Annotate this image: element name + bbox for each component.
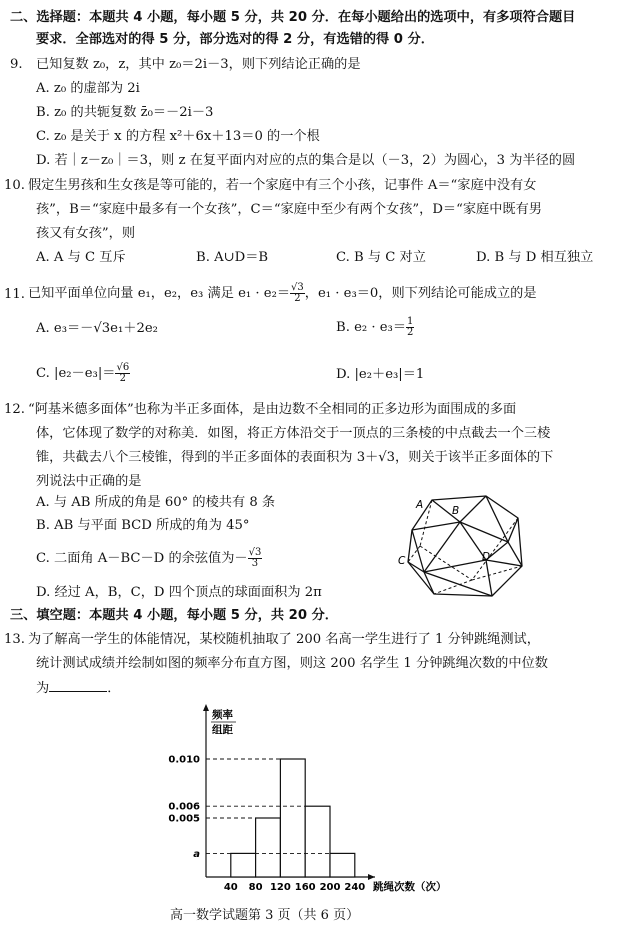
- figure-label-d: D: [482, 551, 491, 563]
- figure-label-a: A: [416, 499, 424, 511]
- q9-stem: 已知复数 z₀，z，其中 z₀＝2i－3，则下列结论正确的是: [36, 57, 361, 72]
- x-tick-label: 120: [269, 882, 291, 893]
- x-axis-arrow: [368, 874, 375, 880]
- q13-answer-blank[interactable]: [49, 679, 107, 692]
- section3-heading: 三、填空题：本题共 4 小题，每小题 5 分，共 20 分．: [10, 608, 338, 623]
- q10-line1: 假定生男孩和生女孩是等可能的，若一个家庭中有三个小孩，记事件 A＝“家庭中没有女: [28, 178, 537, 193]
- histogram-bar: [231, 853, 256, 877]
- figure-outline: [408, 496, 522, 596]
- q12-c-fraction: $\frac{√3}{3}$: [248, 547, 262, 569]
- q10-option-a: A. A 与 C 互斥: [36, 250, 126, 265]
- cuboctahedron-figure: [398, 490, 538, 604]
- histogram-bar: [256, 818, 281, 877]
- q11-option-b: B. e₂ · e₃＝ $\frac{1}{2}$: [336, 316, 414, 338]
- frequency-histogram: [150, 700, 480, 898]
- q10-option-d: D. B 与 D 相互独立: [476, 250, 594, 265]
- q12-line2: 体，它体现了数学的对称美．如图，将正方体沿交于一顶点的三条棱的中点截去一个三棱: [36, 426, 551, 441]
- q10-line3: 孩又有女孩”，则: [36, 226, 136, 241]
- y-tick-label: a: [193, 848, 200, 860]
- q12-line1: “阿基米德多面体”也称为半正多面体，是由边数不全相同的正多边形为面围成的多面: [28, 402, 517, 417]
- q10-option-b: B. A∪D＝B: [196, 250, 269, 265]
- q11-number: 11.: [4, 287, 25, 302]
- histogram-bar: [280, 759, 305, 877]
- q13-line3: 为 ．: [36, 681, 121, 696]
- figure-label-b: B: [452, 505, 460, 517]
- histogram-bar: [305, 806, 330, 877]
- q13-number: 13.: [4, 632, 25, 647]
- q11-b-fraction: $\frac{1}{2}$: [407, 316, 414, 338]
- x-tick-label: 160: [294, 882, 316, 893]
- section2-heading: 二、选择题：本题共 4 小题，每小题 5 分，共 20 分．在每小题给出的选项中，有多项符合题目: [10, 10, 576, 25]
- page-footer: 高一数学试题第 3 页（共 6 页）: [170, 908, 360, 923]
- y-tick-label: 0.005: [168, 813, 200, 825]
- q11-stem-a: 已知平面单位向量 e₁，e₂，e₃ 满足 e₁ · e₂＝: [28, 286, 291, 301]
- q12-line3: 锥，共截去八个三棱锥，得到的半正多面体的表面积为 3＋√3，则关于该半正多面体的下: [36, 450, 554, 465]
- q11-stem-b: ，e₁ · e₃＝0，则下列结论可能成立的是: [304, 286, 537, 301]
- figure-label-c: C: [398, 555, 406, 567]
- q12-option-d: D. 经过 A，B，C，D 四个顶点的球面面积为 2π: [36, 585, 322, 600]
- histogram-bar: [330, 853, 355, 877]
- q10-line2: 孩”，B＝“家庭中最多有一个女孩”，C＝“家庭中至少有两个女孩”，D＝“家庭中既有男: [36, 202, 542, 217]
- q12-option-a: A. 与 AB 所成的角是 60° 的棱共有 8 条: [36, 495, 276, 510]
- x-tick-label: 80: [248, 882, 263, 893]
- q10-option-c: C. B 与 C 对立: [336, 250, 426, 265]
- q9-number: 9.: [10, 57, 23, 72]
- y-axis-arrow: [203, 704, 209, 711]
- q12-line4: 列说法中正确的是: [36, 474, 142, 489]
- q11-option-d: D. |e₂＋e₃|＝1: [336, 367, 425, 382]
- y-axis-label-bottom: 组距: [212, 724, 233, 736]
- q11-option-c: C. |e₂－e₃|＝ $\frac{√6}{2}$: [36, 362, 130, 384]
- x-axis-label: 跳绳次数（次）: [373, 881, 447, 893]
- q13-line1: 为了解高一学生的体能情况，某校随机抽取了 200 名高一学生进行了 1 分钟跳绳测试，: [28, 632, 540, 647]
- q9-option-a: A. z₀ 的虚部为 2i: [36, 81, 140, 96]
- q12-option-c: C. 二面角 A－BC－D 的余弦值为－ $\frac{√3}{3}$: [36, 547, 262, 569]
- q11-stem-fraction: $\frac{√3}{2}$: [291, 282, 304, 304]
- q11-stem: [28, 280, 537, 308]
- x-tick-label: 40: [223, 882, 238, 893]
- q9-option-d: D. 若｜z－z₀｜＝3，则 z 在复平面内对应的点的集合是以（－3，2）为圆心，3 为半径的圆: [36, 153, 576, 168]
- q11-option-a: A. e₃＝－√3e₁＋2e₂: [36, 321, 158, 336]
- section2-heading-cont: 要求．全部选对的得 5 分，部分选对的得 2 分，有选错的得 0 分．: [36, 32, 434, 47]
- y-axis-label-top: 频率: [212, 709, 233, 721]
- q9-option-b: B. z₀ 的共轭复数 z̄₀＝－2i－3: [36, 105, 214, 120]
- y-tick-label: 0.010: [168, 754, 200, 766]
- q12-option-b: B. AB 与平面 BCD 所成的角为 45°: [36, 518, 250, 533]
- y-tick-label: 0.006: [168, 801, 200, 813]
- q11-c-fraction: $\frac{√6}{2}$: [116, 362, 130, 384]
- q10-number: 10.: [4, 178, 25, 193]
- q12-number: 12.: [4, 402, 25, 417]
- q13-line2: 统计测试成绩并绘制如图的频率分布直方图，则这 200 名学生 1 分钟跳绳次数的中位数: [36, 656, 548, 671]
- x-tick-label: 200: [319, 882, 341, 893]
- x-tick-label: 240: [344, 882, 366, 893]
- q9-option-c: C. z₀ 是关于 x 的方程 x²＋6x＋13＝0 的一个根: [36, 129, 320, 144]
